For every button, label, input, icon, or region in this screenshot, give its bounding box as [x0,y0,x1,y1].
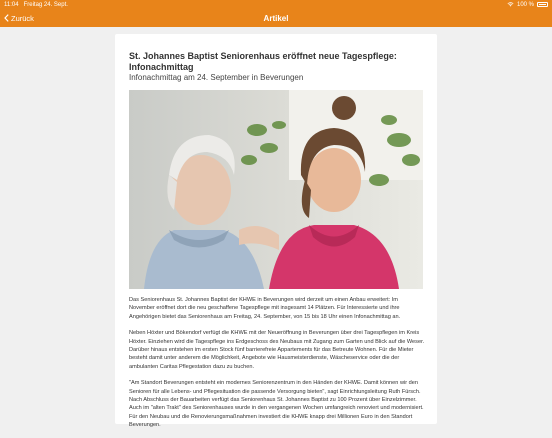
article-paragraph: "Am Standort Beverungen entsteht ein modernes Seniorenzentrum in den Händen der KHWE. Damit können wir den Senioren für alle Lebens- und Pflegesituation die passende Versorgung bieten", sagt Einrichtungsleitung Ruth Fürsch. Nach Abschluss der Bauarbeiten verfügt das Seniorenhaus St. Johannes Baptist zu 100 Prozent über Einzelzimmer. Auch im "alten Trakt" des Seniorenhauses wurde in den vergangenen Wochen umfangreich renoviert und modernisiert. Für den Neubau und die Renovierungsmaßnahmen investiert die KHWE knapp drei Millionen Euro in den Standort Beverungen. [129,380,424,429]
article-paragraph: Neben Höxter und Bökendorf verfügt die KHWE mit der Neueröffnung in Beverungen über drei Tagespflegen im Kreis Höxter. Einziehen wird die Tagespflege ins Erdgeschoss des Neubaus mit Zugang zum Garten und Blick auf die Weser. Darüber hinaus entstehen im ersten Stock fünf barrierefreie Appartements für das Betreute Wohnen. Für die Mieter besteht damit unter anderem die Möglichkeit, Angebote wie Hausmeisterdienste, Wäscheservice oder die der ambulanten Caritas Pflegestation dazu zu buchen. [129,330,425,370]
article-photo-graphic [129,90,423,289]
status-indicators [507,2,548,8]
navigation-bar [0,9,552,27]
article-photo [129,90,423,289]
article-title: St. Johannes Baptist Seniorenhaus eröffnet neue Tagespflege: Infonachmittag [129,51,397,72]
page-title: Artikel [263,13,289,23]
status-time: 11:04 [4,1,19,8]
status-date: Freitag 24. Sept. [23,1,68,8]
article-subtitle: Infonachmittag am 24. September in Beverungen [129,73,304,82]
article-card [115,34,437,429]
article-body [129,296,425,438]
status-bar [0,0,552,9]
battery-percent: 100 % [516,1,534,8]
back-label: Zurück [11,13,34,23]
article-paragraph: Das Seniorenhaus St. Johannes Baptist der KHWE in Beverungen wird derzeit um einen Anbau erweitert: Im November eröffnet dort die neu geschaffene Tagespflege mit insgesamt 14 Plätzen. Für Interessierte und ihre Angehörigen bietet das Seniorenhaus am Freitag, 24. September, von 15 bis 18 Uhr einen Infonachmittag an. [129,297,401,320]
wifi-icon [507,2,514,7]
battery-icon [537,2,548,7]
